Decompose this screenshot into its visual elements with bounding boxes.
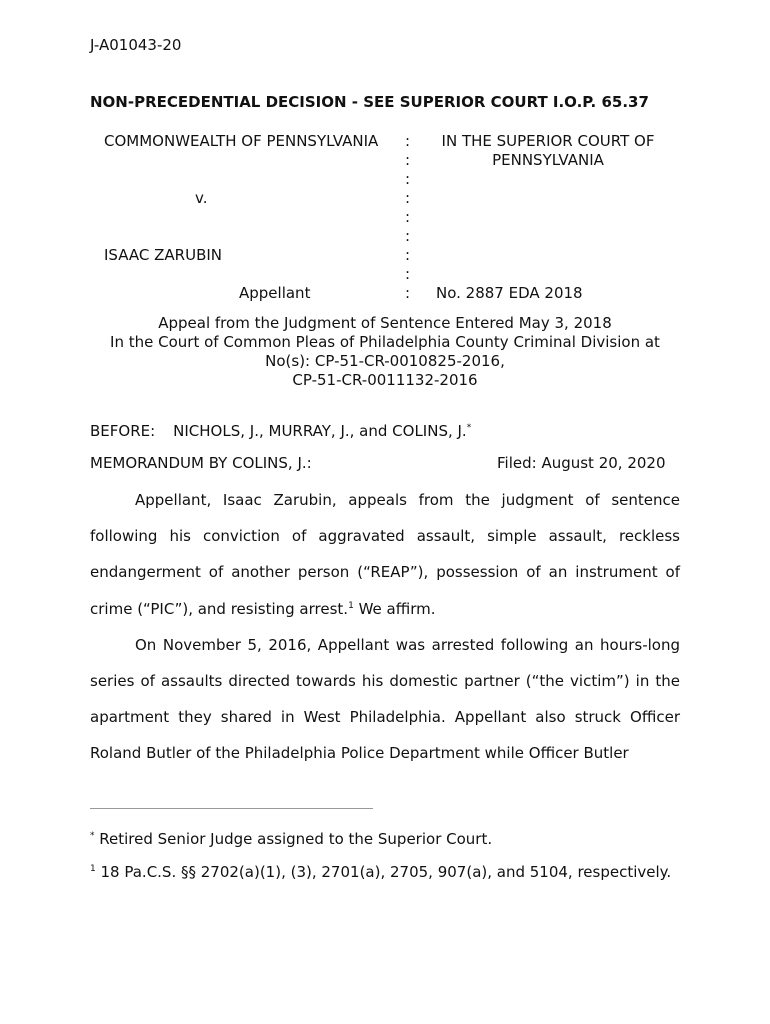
party-role: Appellant [239,284,311,302]
panel-line [90,422,471,440]
footnote-text: 18 Pa.C.S. §§ 2702(a)(1), (3), 2701(a), 2705, 907(a), and 5104, respectively. [95,863,672,881]
caption-colon: : [405,151,411,169]
caption-colon: : [405,265,411,283]
caption-colon: : [405,284,411,302]
docket-number: No. 2887 EDA 2018 [436,284,583,302]
footnote [90,860,680,881]
filed-date: Filed: August 20, 2020 [497,454,666,472]
court-name-line2: PENNSYLVANIA [492,151,604,169]
memorandum-author: MEMORANDUM BY COLINS, J.: [90,454,312,472]
court-name-line1: IN THE SUPERIOR COURT OF [441,132,655,150]
court-name [430,132,666,170]
caption-colon: : [405,208,411,226]
before-label: BEFORE: [90,422,156,440]
footnote-mark: * [466,423,472,433]
caption-colon: : [405,189,411,207]
appeal-line: Appeal from the Judgment of Sentence Entered May 3, 2018 [158,314,612,332]
footnote-reference: 1 [348,600,354,611]
caption-colon: : [405,227,411,245]
plaintiff-name: COMMONWEALTH OF PENNSYLVANIA [104,132,379,150]
appeal-line: CP-51-CR-0011132-2016 [292,371,478,389]
footnote-text: Retired Senior Judge assigned to the Superior Court. [94,830,493,848]
body-paragraph: On November 5, 2016, Appellant was arrested following an hours-long series of assaults directed towards his domestic partner (“the victim”) in the apartment they shared in West Philadelphia. Appellant also struck Officer Roland Butler of the Philadelphia Police Department while Officer Butler [90,635,680,763]
appeal-line: No(s): CP-51-CR-0010825-2016, [265,352,505,370]
footnote [90,830,492,848]
caption-colon: : [405,246,411,264]
paragraph-text: Appellant, Isaac Zarubin, appeals from the judgment of sentence following his conviction of aggravated assault, simple assault, reckless endangerment of another person (“REAP”), possession of an instrument of crime (“PIC”), and resisting arrest. [90,491,680,618]
footnote-mark: 1 [90,864,96,874]
caption-colon: : [405,170,411,188]
versus-label: v. [195,189,208,207]
non-precedential-banner: NON-PRECEDENTIAL DECISION - SEE SUPERIOR COURT I.O.P. 65.37 [90,93,649,111]
footnote-mark: * [90,831,95,841]
document-id: J-A01043-20 [90,36,182,54]
footnote-separator [90,808,373,809]
appeal-line: In the Court of Common Pleas of Philadelphia County Criminal Division at [110,333,660,351]
caption-colon-column [405,132,417,303]
defendant-name: ISAAC ZARUBIN [104,246,223,264]
opinion-body [90,482,680,772]
panel-judges: NICHOLS, J., MURRAY, J., and COLINS, J. [173,422,467,440]
appeal-block [0,314,770,390]
body-paragraph [90,482,680,627]
paragraph-tail: We affirm. [353,599,436,618]
caption-colon: : [405,132,411,150]
